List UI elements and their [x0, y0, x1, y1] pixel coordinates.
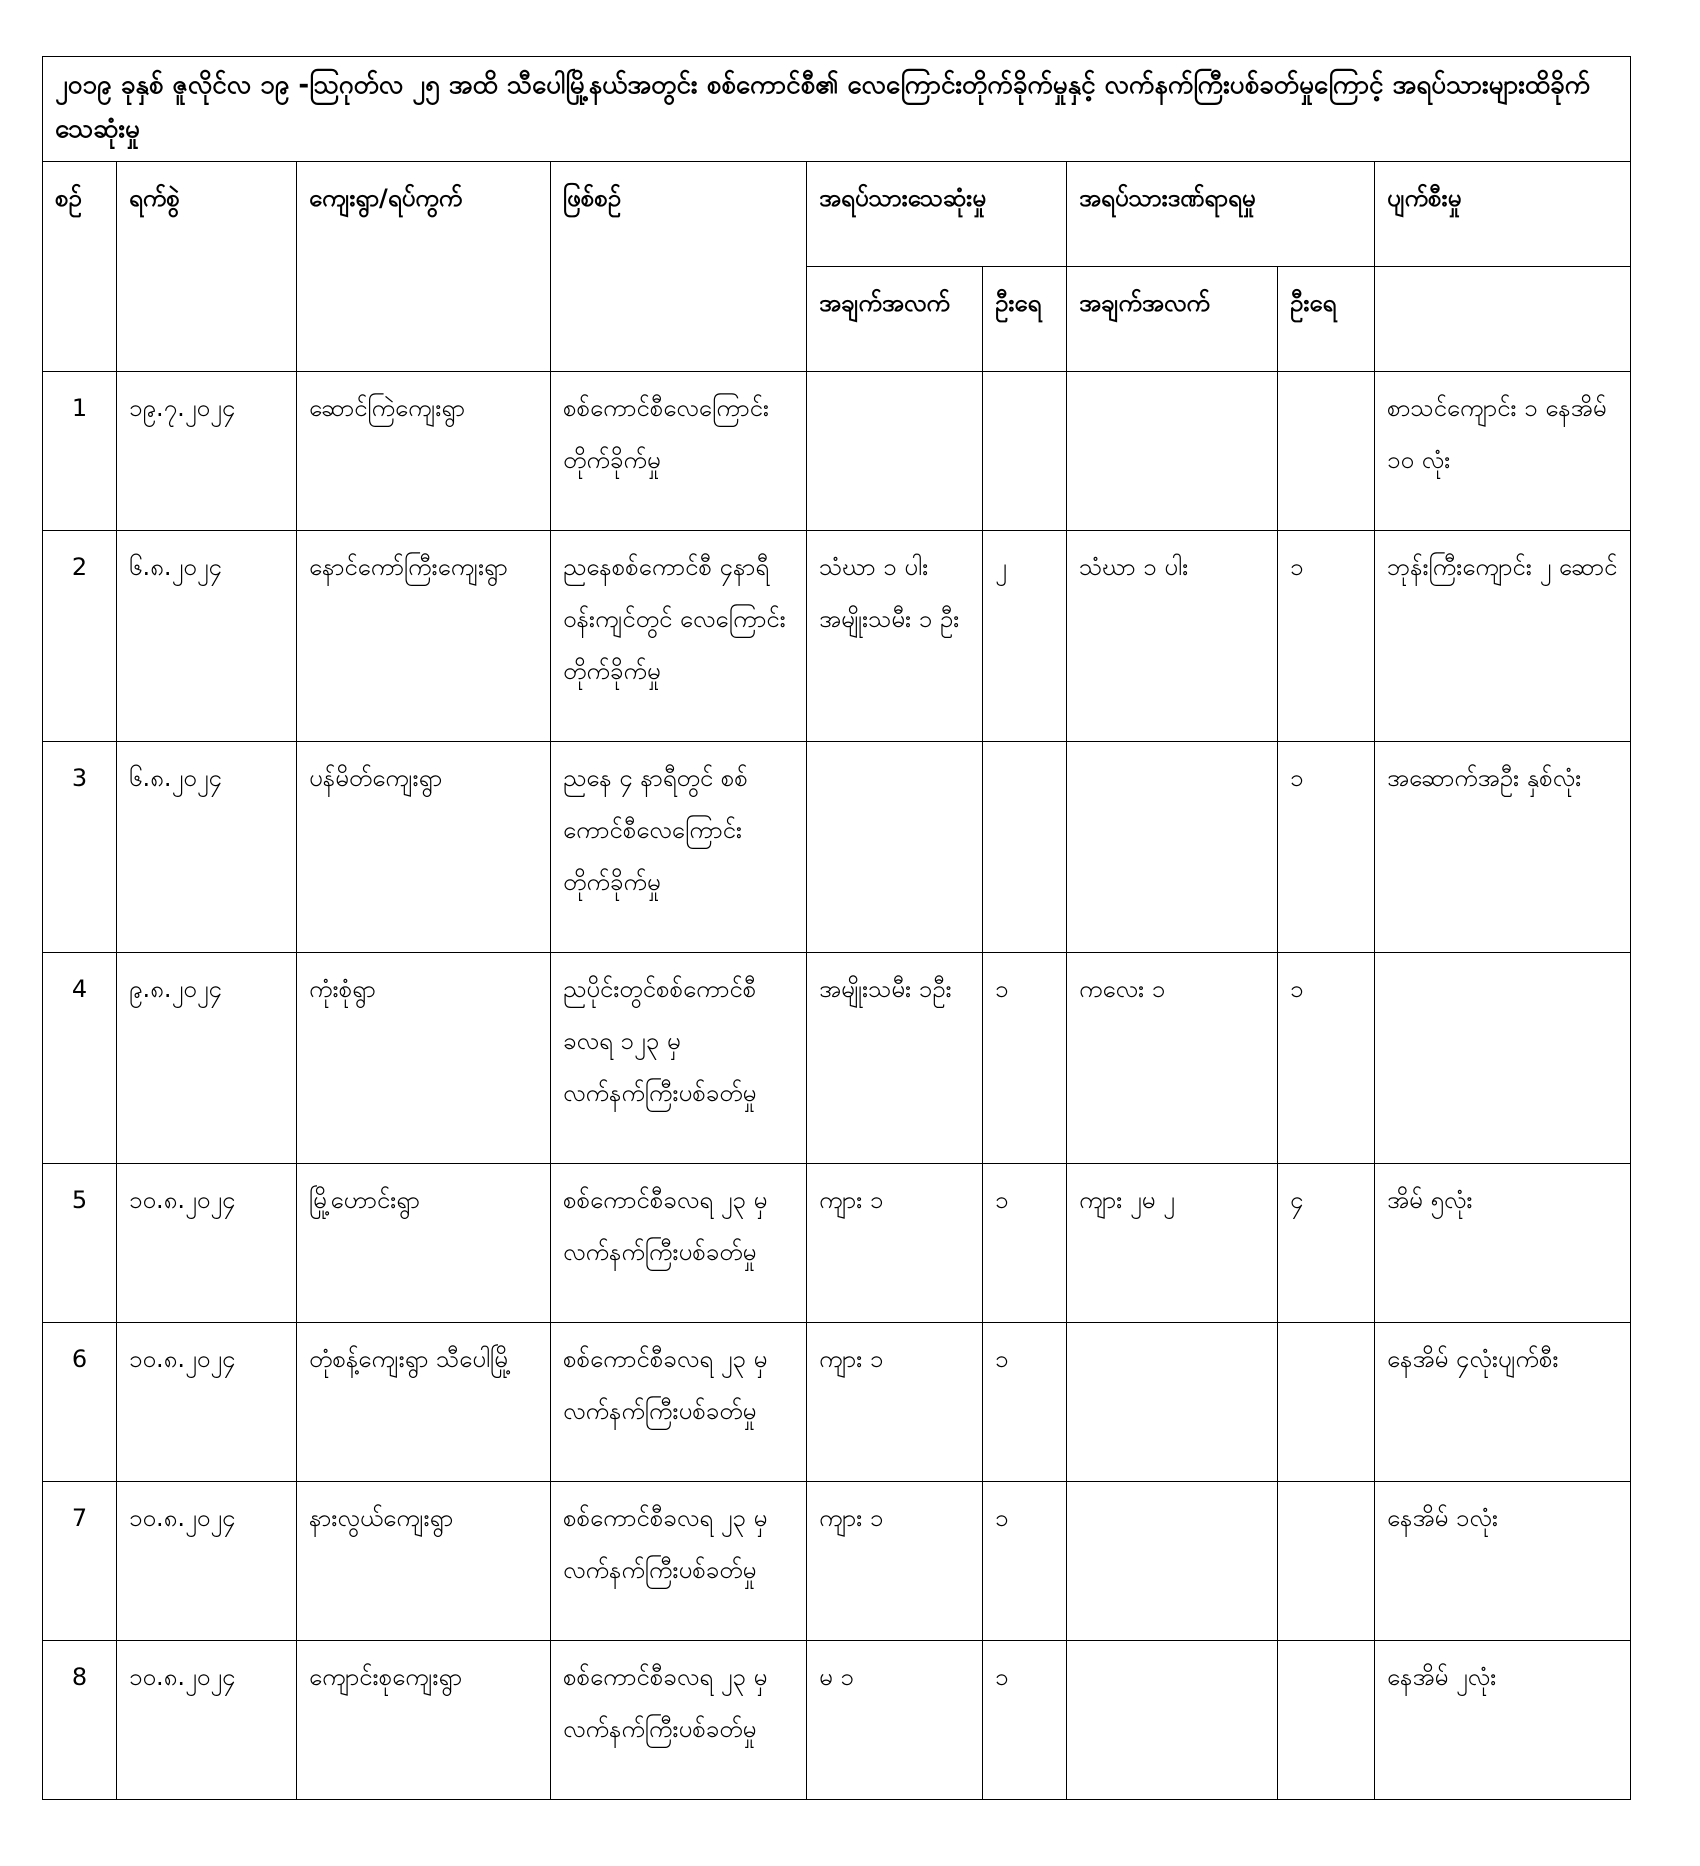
cell-damage: အိမ် ၅လုံး	[1375, 1164, 1631, 1323]
table-row	[43, 372, 1631, 531]
cell-damage: အဆောက်အဦး နှစ်လုံး	[1375, 742, 1631, 953]
cell-date: ၉.၈.၂၀၂၄	[117, 953, 297, 1164]
header-village: ကျေးရွာ/ရပ်ကွက်	[297, 162, 551, 372]
cell-injury-details	[1067, 742, 1278, 953]
cell-incident: စစ်ကောင်စီလေကြောင်းတိုက်ခိုက်မှု	[551, 372, 807, 531]
cell-injury-count	[1278, 372, 1375, 531]
cell-date: ၆.၈.၂၀၂၄	[117, 742, 297, 953]
cell-death-details: မ ၁	[807, 1641, 983, 1800]
cell-death-details: ကျား ၁	[807, 1482, 983, 1641]
table-row	[43, 1164, 1631, 1323]
cell-death-details	[807, 372, 983, 531]
cell-injury-count: ၁	[1278, 742, 1375, 953]
cell-injury-details	[1067, 372, 1278, 531]
cell-no: 3	[43, 742, 117, 953]
cell-death-count: ၁	[983, 1641, 1067, 1800]
cell-no: 1	[43, 372, 117, 531]
cell-injury-details	[1067, 1482, 1278, 1641]
cell-damage: နေအိမ် ၁လုံး	[1375, 1482, 1631, 1641]
cell-damage: စာသင်ကျောင်း ၁ နေအိမ် ၁၀ လုံး	[1375, 372, 1631, 531]
cell-death-count: ၁	[983, 953, 1067, 1164]
cell-incident: ညနေ ၄ နာရီတွင် စစ်ကောင်စီလေကြောင်းတိုက်ခိုက်မှု	[551, 742, 807, 953]
header-date: ရက်စွဲ	[117, 162, 297, 372]
table-row	[43, 531, 1631, 742]
cell-incident: ညနေစစ်ကောင်စီ ၄နာရီဝန်းကျင်တွင် လေကြောင်းတိုက်ခိုက်မှု	[551, 531, 807, 742]
cell-date: ၁၀.၈.၂၀၂၄	[117, 1323, 297, 1482]
cell-no: 8	[43, 1641, 117, 1800]
cell-death-details: အမျိုးသမီး ၁ဦး	[807, 953, 983, 1164]
cell-incident: စစ်ကောင်စီခလရ ၂၃ မှလက်နက်ကြီးပစ်ခတ်မှု	[551, 1323, 807, 1482]
header-no: စဥ်	[43, 162, 117, 372]
header-injury-details: အချက်အလက်	[1067, 267, 1278, 372]
cell-injury-details: သံဃာ ၁ ပါး	[1067, 531, 1278, 742]
header-injuries: အရပ်သားဒဏ်ရာရမှု	[1067, 162, 1375, 267]
header-injury-count: ဦးရေ	[1278, 267, 1375, 372]
cell-date: ၁၉.၇.၂၀၂၄	[117, 372, 297, 531]
cell-injury-details	[1067, 1323, 1278, 1482]
cell-damage	[1375, 953, 1631, 1164]
table-row	[43, 1641, 1631, 1800]
cell-village: မြို့ဟောင်းရွာ	[297, 1164, 551, 1323]
cell-village: ဆောင်ကြဲကျေးရွာ	[297, 372, 551, 531]
cell-death-count: ၁	[983, 1323, 1067, 1482]
cell-damage: နေအိမ် ၄လုံးပျက်စီး	[1375, 1323, 1631, 1482]
cell-no: 5	[43, 1164, 117, 1323]
cell-village: ကုံးစုံရွာ	[297, 953, 551, 1164]
cell-date: ၁၀.၈.၂၀၂၄	[117, 1641, 297, 1800]
cell-village: နားလွယ်ကျေးရွာ	[297, 1482, 551, 1641]
cell-death-details: ကျား ၁	[807, 1164, 983, 1323]
incident-table	[42, 56, 1631, 1800]
cell-death-count: ၁	[983, 1164, 1067, 1323]
cell-incident: စစ်ကောင်စီခလရ ၂၃ မှလက်နက်ကြီးပစ်ခတ်မှု	[551, 1482, 807, 1641]
table-title: ၂၀၁၉ ခုနှစ် ဇူလိုင်လ ၁၉ -ဩဂုတ်လ ၂၅ အထိ သီပေါမြို့နယ်အတွင်း စစ်ကောင်စီ၏ လေကြောင်းတိုက်ခိုက်မှုနှင့် လက်နက်ကြီးပစ်ခတ်မှုကြောင့် အရပ်သားများထိခိုက်သေဆုံးမှု	[43, 57, 1631, 162]
cell-injury-details: ကျား ၂မ ၂	[1067, 1164, 1278, 1323]
cell-damage: ဘုန်းကြီးကျောင်း ၂ ဆောင်	[1375, 531, 1631, 742]
cell-injury-count: ၁	[1278, 953, 1375, 1164]
cell-death-details	[807, 742, 983, 953]
cell-death-count: ၁	[983, 1482, 1067, 1641]
cell-injury-details: ကလေး ၁	[1067, 953, 1278, 1164]
header-incident: ဖြစ်စဥ်	[551, 162, 807, 372]
cell-no: 2	[43, 531, 117, 742]
table-row	[43, 953, 1631, 1164]
header-damage: ပျက်စီးမှု	[1375, 162, 1631, 267]
cell-death-count: ၂	[983, 531, 1067, 742]
cell-incident: စစ်ကောင်စီခလရ ၂၃ မှလက်နက်ကြီးပစ်ခတ်မှု	[551, 1164, 807, 1323]
header-deaths: အရပ်သားသေဆုံးမှု	[807, 162, 1067, 267]
cell-death-details: သံဃာ ၁ ပါး အမျိုးသမီး ၁ ဦး	[807, 531, 983, 742]
cell-village: ကျောင်းစုကျေးရွာ	[297, 1641, 551, 1800]
cell-date: ၁၀.၈.၂၀၂၄	[117, 1482, 297, 1641]
cell-injury-count: ၁	[1278, 531, 1375, 742]
cell-date: ၁၀.၈.၂၀၂၄	[117, 1164, 297, 1323]
header-damage-sub	[1375, 267, 1631, 372]
cell-village: ပန်မိတ်ကျေးရွာ	[297, 742, 551, 953]
cell-injury-count	[1278, 1641, 1375, 1800]
cell-date: ၆.၈.၂၀၂၄	[117, 531, 297, 742]
cell-incident: စစ်ကောင်စီခလရ ၂၃ မှလက်နက်ကြီးပစ်ခတ်မှု	[551, 1641, 807, 1800]
cell-injury-count: ၄	[1278, 1164, 1375, 1323]
cell-no: 4	[43, 953, 117, 1164]
cell-village: နောင်ကော်ကြီးကျေးရွာ	[297, 531, 551, 742]
table-row	[43, 1323, 1631, 1482]
cell-injury-count	[1278, 1323, 1375, 1482]
cell-no: 6	[43, 1323, 117, 1482]
cell-injury-count	[1278, 1482, 1375, 1641]
cell-death-details: ကျား ၁	[807, 1323, 983, 1482]
cell-no: 7	[43, 1482, 117, 1641]
cell-death-count	[983, 372, 1067, 531]
cell-damage: နေအိမ် ၂လုံး	[1375, 1641, 1631, 1800]
cell-village: တုံစန့်ကျေးရွာ သီပေါမြို့	[297, 1323, 551, 1482]
cell-death-count	[983, 742, 1067, 953]
header-death-details: အချက်အလက်	[807, 267, 983, 372]
header-death-count: ဦးရေ	[983, 267, 1067, 372]
cell-injury-details	[1067, 1641, 1278, 1800]
table-row	[43, 742, 1631, 953]
table-row	[43, 1482, 1631, 1641]
cell-incident: ညပိုင်းတွင်စစ်ကောင်စီ ခလရ ၁၂၃ မှ လက်နက်ကြီးပစ်ခတ်မှု	[551, 953, 807, 1164]
